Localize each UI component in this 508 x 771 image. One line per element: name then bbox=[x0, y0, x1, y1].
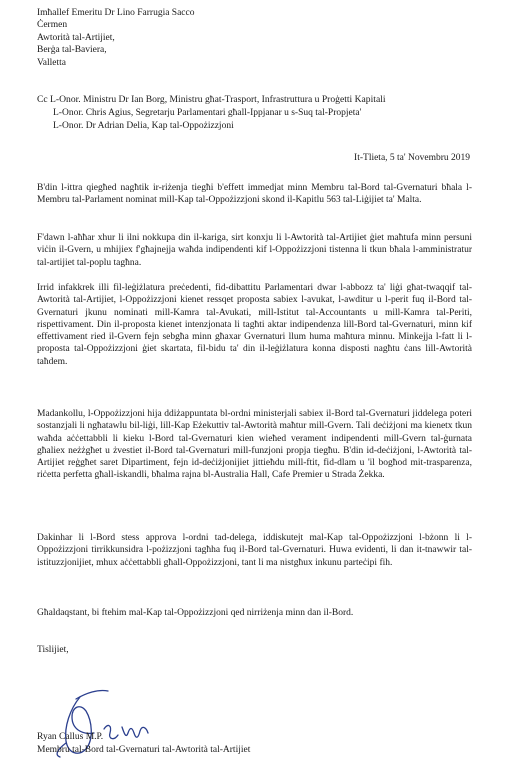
paragraph-3: Irrid infakkrek illi fil-leġiżlatura preċedenti, fid-dibattitu Parlamentari dwar l-abbozz ta' liġi għat-twaqqif tal-Awtorità tal-Artijiet, l-Oppożizzjoni kienet ressqet proposta sabiex l-avukat, l-awditur u l-perit fuq il-Bord tal-Gvernaturi jkunu nominati mill-Kamra tal-Avukati, mill-Istitut tal-Accountants u mill-Kamra tal-Periti, rispettivament. Din il-proposta kienet intenzjonata li tagħti aktar indipendenza lill-Bord tal-Gvernaturi, minn kif effettivament ried il-Gvern fejn sebgħa minn għaxar Gvernaturi llum huma maħtura minnu. Minkejja l-fatt li l-proposta tal-Oppożizzjoni ġiet skartata, fil-bidu ta' din il-leġiżlatura konna disposti nagħtu ċans lill-Awtorità taħdem. bbox=[37, 283, 472, 367]
paragraph-6: Għaldaqstant, bi ftehim mal-Kap tal-Oppożizzjoni qed nirriżenja minn dan il-Bord. bbox=[37, 608, 354, 618]
signer-title: Membru tal-Bord tal-Gvernaturi tal-Awtorità tal-Artijiet bbox=[37, 745, 251, 755]
recipient-street: Berġa tal-Baviera, bbox=[37, 45, 107, 55]
cc-line-2: L-Onor. Chris Agius, Segretarju Parlamentari għall-Ippjanar u s-Suq tal-Propjeta' bbox=[53, 108, 362, 118]
recipient-name: Imħallef Emeritu Dr Lino Farrugia Sacco bbox=[37, 8, 195, 18]
signer-name: Ryan Callus M.P. bbox=[37, 732, 104, 742]
letter-date: It-Tlieta, 5 ta' Novembru 2019 bbox=[354, 153, 470, 163]
paragraph-4: Madankollu, l-Oppożizzjoni hija ddiżappuntata bl-ordni ministerjali sabiex il-Bord tal-Gvernaturi jiddelega poteri sostanzjali li ngħatawlu bil-liġi, lill-Kap Eżekuttiv tal-Awtorità maħtur mill-Gvern. Tali deċiżjoni ma kienetx tkun waħda aċċettabbli li kieku l-Bord tal-Gvernaturi kien wieħed verament indipendenti mill-Gvern tal-ġurnata għaliex neżżgħet u żvestiet il-Bord tal-Gvernaturi mill-funzjoni propja tiegħu. B'din id-deċiżjoni, l-Awtorità tal-Artijiet reġgħet saret Dipartiment, fejn id-deċiżjonijiet jittieħdu mill-ftit, fid-dlam u 'il bogħod mit-trasparenza, riċetta perfetta għall-iskandli, bħalma rajna bl-Australia Hall, Cafe Premier u Strada Żekka. bbox=[37, 409, 472, 481]
paragraph-2: F'dawn l-aħħar xhur li ilni nokkupa din il-kariga, sirt konxju li l-Awtorità tal-Artijiet ġiet maħtufa minn persuni viċin il-Gvern, u mhijiex f'għajnejja waħda indipendenti kif l-Oppożizzjoni tistenna li tkun bħala l-amministratur tal-artijiet tal-poplu tagħna. bbox=[37, 233, 472, 268]
recipient-city: Valletta bbox=[37, 58, 67, 68]
paragraph-5: Dakinhar li l-Bord stess approva l-ordni tad-delega, iddiskutejt mal-Kap tal-Oppożizzjoni l-bżonn li l-Oppożizzjoni tirrikkunsidra l-pożizzjoni tagħha fuq il-Bord tal-Gvernaturi. Huwa evidenti, li dan it-tnawwir tal-istituzzjonijiet, mhux aċċettabbli għall-Oppożizzjoni, tant li ma nistgħux inkunu parteċipi fih. bbox=[37, 533, 472, 568]
closing-salutation: Tislijiet, bbox=[37, 645, 69, 655]
paragraph-1: B'din l-ittra qiegħed nagħtik ir-riżenja tiegħi b'effett immedjat minn Membru tal-Bord tal-Gvernaturi bħala l-Membru tal-Parlament nominat mill-Kap tal-Oppożizzjoni skond il-Kapitlu 563 tal-Liġijiet ta' Malta. bbox=[37, 183, 472, 206]
cc-line-3: L-Onor. Dr Adrian Delia, Kap tal-Oppożizzjoni bbox=[53, 121, 234, 131]
recipient-role: Ċermen bbox=[37, 20, 68, 30]
recipient-organisation: Awtorità tal-Artijiet, bbox=[37, 33, 115, 43]
cc-line-1: Cc L-Onor. Ministru Dr Ian Borg, Ministru għat-Trasport, Infrastruttura u Proġetti Kapitali bbox=[37, 94, 386, 105]
